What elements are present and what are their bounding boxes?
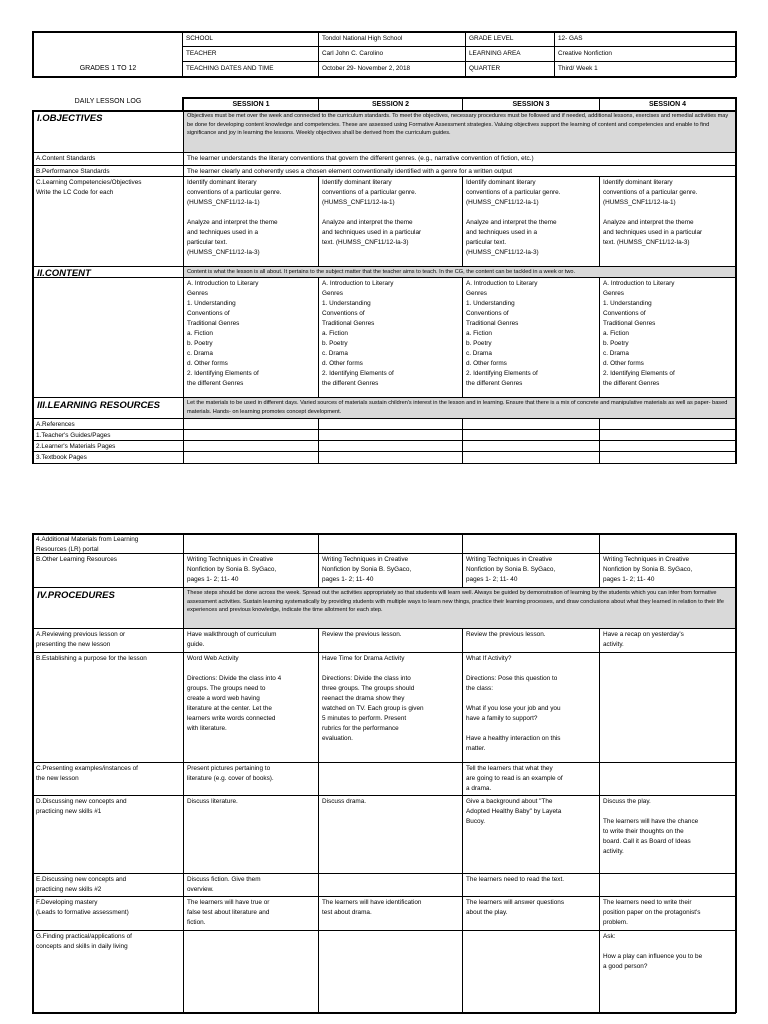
procedure-e-session-1: Discuss fiction. Give them overview. bbox=[187, 876, 261, 893]
performance-standards-label: B.Performance Standards bbox=[36, 168, 110, 175]
content-session-2: A. Introduction to Literary Genres 1. Understanding Conventions of Traditional Genres a. Fiction b. Poetry c. Drama d. Other forms 2. Identifying Elements of the different Genres bbox=[322, 280, 394, 387]
learners-materials-label: 2.Learner's Materials Pages bbox=[36, 443, 116, 450]
procedure-b-session-2: Have Time for Drama Activity Directions: Divide the class into three groups. The groups should reenact the drama show they watched on TV. Each group is given 5 minutes to perform. Present rubrics for the performance evaluation. bbox=[322, 655, 424, 742]
procedure-c-session-3: Tell the learners that what they are going to read is an example of a drama. bbox=[466, 765, 563, 792]
procedure-d-label: D.Discussing new concepts and practicing new skills #1 bbox=[36, 798, 127, 815]
procedure-a-session-3: Review the previous lesson. bbox=[466, 631, 546, 638]
competencies-session-1: Identify dominant literary conventions of a particular genre. (HUMSS_CNF11/12-Ia-1) Analyze and interpret the theme and techniques used in a particular text. (HUMSS_CNF11/12-Ia-3) bbox=[187, 179, 282, 256]
procedure-b-session-4 bbox=[600, 653, 735, 762]
learning-area-label: LEARNING AREA bbox=[469, 50, 521, 57]
objectives-note: Objectives must be met over the week and connected to the curriculum standards. To meet the objectives, necessary procedures must be followed and if needed, additional lessons, exercises and remedial activities may be done for developing content knowledge and competencies. These are assessed using Formative Assessment strategies. Valuing objectives support the learning of content and competencies and enable to find significance and joy in learning the lessons. Weekly objectives shall be derived from the curriculum guides. bbox=[187, 113, 730, 136]
procedure-e-session-4 bbox=[600, 874, 735, 896]
additional-materials-label: 4.Additional Materials from Learning Resources (LR) portal bbox=[36, 536, 139, 553]
school-label: SCHOOL bbox=[186, 35, 213, 42]
content-session-3: A. Introduction to Literary Genres 1. Understanding Conventions of Traditional Genres a. Fiction b. Poetry c. Drama d. Other forms 2. Identifying Elements of the different Genres bbox=[466, 280, 538, 387]
school-value: Tondol National High School bbox=[322, 35, 403, 42]
procedure-f-label: F.Developing mastery (Leads to formative assessment) bbox=[36, 899, 129, 916]
procedure-b-label: B.Establishing a purpose for the lesson bbox=[36, 655, 147, 662]
content-session-4: A. Introduction to Literary Genres 1. Understanding Conventions of Traditional Genres a. Fiction b. Poetry c. Drama d. Other forms 2. Identifying Elements of the different Genres bbox=[603, 280, 675, 387]
references-label: A.References bbox=[36, 421, 75, 428]
procedure-d-session-3: Give a background about "The Adopted Healthy Baby" by Layeta Bucoy. bbox=[466, 798, 562, 825]
form-title-line1: GRADES 1 TO 12 bbox=[79, 65, 137, 72]
procedure-d-session-2: Discuss drama. bbox=[322, 798, 367, 805]
procedure-b-session-1: Word Web Activity Directions: Divide the class into 4 groups. The groups need to create a word web having literature at the center. Let the learners write words connected with literature. bbox=[187, 655, 282, 732]
textbook-pages-label: 3.Textbook Pages bbox=[36, 454, 87, 461]
dates-label: TEACHING DATES AND TIME bbox=[186, 65, 274, 72]
competencies-session-3: Identify dominant literary conventions of a particular genre. (HUMSS_CNF11/12-Ia-1) Analyze and interpret the theme and techniques used in a particular text. (HUMSS_CNF11/12-Ia-3) bbox=[466, 179, 561, 256]
teacher-value: Carl John C. Carolino bbox=[322, 50, 384, 57]
procedure-g-session-4: Ask: How a play can influence you to be a good person? bbox=[603, 933, 703, 970]
procedure-a-session-4: Have a recap on yesterday's activity. bbox=[603, 631, 684, 648]
procedure-c-session-2 bbox=[319, 763, 462, 795]
content-standards-label: A.Content Standards bbox=[36, 155, 96, 162]
resources-note: Let the materials to be used in different days. Varied sources of materials sustain children's interest in the lesson and in learning. Ensure that there is a mix of concrete and manipulative materials as well as paper- based materials. Hands- on learning promotes concept development. bbox=[187, 400, 729, 415]
grade-level-value: 12- GAS bbox=[558, 35, 583, 42]
procedure-c-session-4 bbox=[600, 763, 735, 795]
procedure-d-session-4: Discuss the play. The learners will have the chance to write their thoughts on the board. Call it as Board of Ideas activity. bbox=[603, 798, 699, 855]
procedure-g-session-2 bbox=[319, 931, 462, 1012]
procedure-e-label: E.Discussing new concepts and practicing new skills #2 bbox=[36, 876, 127, 893]
other-resources-label: B.Other Learning Resources bbox=[36, 556, 117, 563]
session-3-header: SESSION 3 bbox=[512, 101, 550, 108]
form-title bbox=[34, 40, 182, 105]
dates-value: October 29- November 2, 2018 bbox=[322, 65, 411, 72]
procedures-heading: IV.PROCEDURES bbox=[37, 590, 115, 601]
other-resources-session-2: Writing Techniques in Creative Nonfiction by Sonia B. SyGaco, pages 1- 2; 11- 40 bbox=[322, 556, 412, 583]
procedure-f-session-2: The learners will have identification test about drama. bbox=[322, 899, 422, 916]
competencies-session-2: Identify dominant literary conventions of a particular genre. (HUMSS_CNF11/12-Ia-1) Analyze and interpret the theme and techniques used in a particular text. (HUMSS_CNF11/12-Ia-3) bbox=[322, 179, 422, 246]
procedure-c-label: C.Presenting examples/instances of the new lesson bbox=[36, 765, 138, 782]
procedure-f-session-4: The learners need to write their position paper on the protagonist's problem. bbox=[603, 899, 701, 926]
session-2-header: SESSION 2 bbox=[372, 101, 409, 108]
teacher-label: TEACHER bbox=[186, 50, 217, 57]
procedure-a-label: A.Reviewing previous lesson or presenting the new lesson bbox=[36, 631, 126, 648]
performance-standards-value: The learner clearly and coherently uses a chosen element conventionally identified with a genre for a written output bbox=[187, 168, 513, 175]
quarter-label: QUARTER bbox=[469, 65, 501, 72]
procedure-c-session-1: Present pictures pertaining to literature (e.g. cover of books). bbox=[187, 765, 274, 782]
competencies-session-4: Identify dominant literary conventions of a particular genre. (HUMSS_CNF11/12-Ia-1) Analyze and interpret the theme and techniques used in a particular text. (HUMSS_CNF11/12-Ia-3) bbox=[603, 179, 703, 246]
procedure-f-session-3: The learners will answer questions about the play. bbox=[466, 899, 565, 916]
teachers-guide-label: 1.Teacher's Guides/Pages bbox=[36, 432, 111, 439]
content-standards-value: The learner understands the literary conventions that govern the different genres. (e.g., narrative convention of fiction, etc.) bbox=[187, 155, 534, 162]
procedure-a-session-1: Have walkthrough of curriculum guide. bbox=[187, 631, 277, 648]
procedure-g-label: G.Finding practical/applications of concepts and skills in daily living bbox=[36, 933, 132, 950]
procedure-a-session-2: Review the previous lesson. bbox=[322, 631, 402, 638]
other-resources-session-1: Writing Techniques in Creative Nonfiction by Sonia B. SyGaco, pages 1- 2; 11- 40 bbox=[187, 556, 277, 583]
procedure-g-session-3 bbox=[463, 931, 599, 1012]
form-title-line2: DAILY LESSON LOG bbox=[74, 98, 142, 105]
procedure-b-session-3: What If Activity? Directions: Pose this question to the class: What if you lose your job and you have a family to support? Have a healthy interaction on this matter. bbox=[466, 655, 561, 752]
quarter-value: Third/ Week 1 bbox=[558, 65, 598, 72]
procedure-e-session-2 bbox=[319, 874, 462, 896]
other-resources-session-3: Writing Techniques in Creative Nonfiction by Sonia B. SyGaco, pages 1- 2; 11- 40 bbox=[466, 556, 556, 583]
session-1-header: SESSION 1 bbox=[232, 101, 270, 108]
other-resources-session-4: Writing Techniques in Creative Nonfiction by Sonia B. SyGaco, pages 1- 2; 11- 40 bbox=[603, 556, 693, 583]
procedure-d-session-1: Discuss literature. bbox=[187, 798, 238, 805]
competencies-label: C.Learning Competencies/Objectives Write the LC Code for each bbox=[36, 179, 142, 196]
session-4-header: SESSION 4 bbox=[649, 101, 686, 108]
procedure-e-session-3: The learners need to read the text. bbox=[466, 876, 565, 883]
grade-level-label: GRADE LEVEL bbox=[469, 35, 514, 42]
procedures-note: These steps should be done across the week. Spread out the activities appropriately so that students will learn well. Always be guided by demonstration of learning by the students which you can infer from formative assessment activities. Sustain learning systematically by providing students with multiple ways to learn new things, practice their learning processes, and draw conclusions about what they learned in relation to their life experiences and previous knowledge, indicate the time allotment for each step. bbox=[187, 590, 726, 613]
content-session-1: A. Introduction to Literary Genres 1. Understanding Conventions of Traditional Genres a. Fiction b. Poetry c. Drama d. Other forms 2. Identifying Elements of the different Genres bbox=[187, 280, 259, 387]
content-note: Content is what the lesson is all about. It pertains to the subject matter that the teacher aims to teach. In the CG, the content can be tackled in a week or two. bbox=[187, 269, 576, 275]
objectives-heading: I.OBJECTIVES bbox=[37, 113, 103, 124]
procedure-f-session-1: The learners will have true or false test about literature and fiction. bbox=[187, 899, 270, 926]
content-heading: II.CONTENT bbox=[37, 268, 91, 279]
procedure-g-session-1 bbox=[184, 931, 318, 1012]
learning-area-value: Creative Nonfiction bbox=[558, 50, 612, 57]
resources-heading: III.LEARNING RESOURCES bbox=[37, 400, 160, 411]
